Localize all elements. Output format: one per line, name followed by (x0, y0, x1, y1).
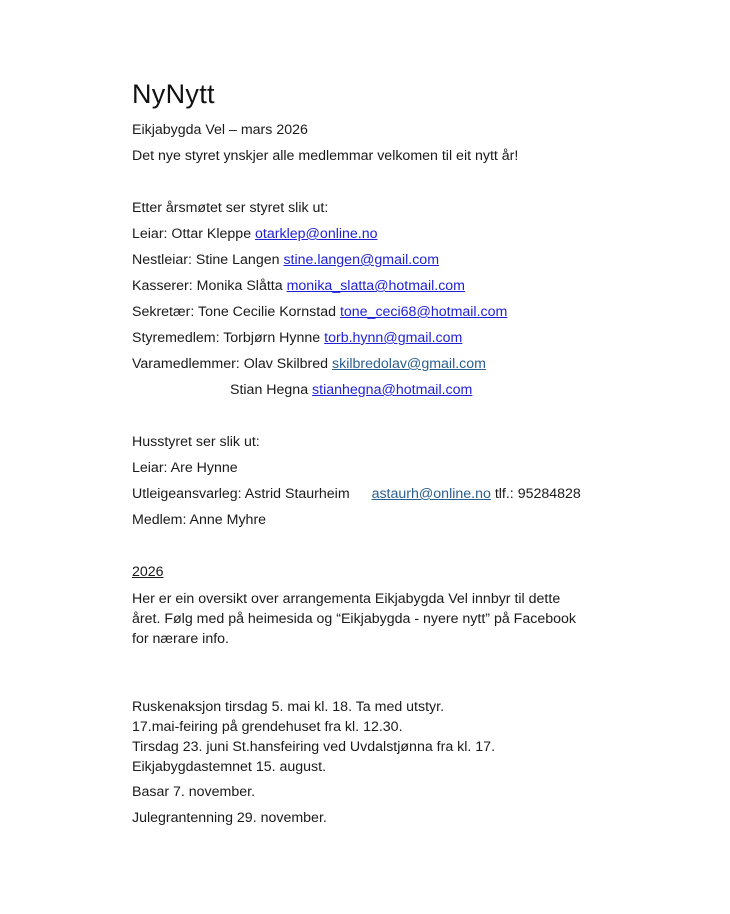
email-link[interactable]: skilbredolav@gmail.com (332, 356, 486, 372)
event-item: 17.mai-feiring på grendehuset fra kl. 12.30. (132, 719, 403, 735)
board-member (132, 329, 462, 347)
board-member-name: Styremedlem: Torbjørn Hynne (132, 330, 321, 346)
board-member (132, 225, 378, 243)
board-member-name: Varamedlemmer: Olav Skilbred (132, 356, 329, 372)
email-link[interactable]: otarklep@online.no (255, 226, 378, 242)
event-item: Tirsdag 23. juni St.hansfeiring ved Uvdalstjønna fra kl. 17. (132, 739, 496, 755)
email-link[interactable]: astaurh@online.no (371, 486, 491, 502)
email-link[interactable]: stianhegna@hotmail.com (312, 382, 473, 398)
house-intro: Husstyret ser slik ut: (132, 434, 260, 450)
house-member: Medlem: Anne Myhre (132, 512, 267, 528)
board-member-name: Sekretær: Tone Cecilie Kornstad (132, 304, 336, 320)
board-member (132, 355, 486, 373)
email-link[interactable]: monika_slatta@hotmail.com (286, 278, 465, 294)
event-item: Ruskenaksjon tirsdag 5. mai kl. 18. Ta med utstyr. (132, 699, 445, 715)
welcome-text: Det nye styret ynskjer alle medlemmar velkomen til eit nytt år! (132, 148, 519, 164)
board-member (230, 381, 472, 399)
board-member-name: Leiar: Ottar Kleppe (132, 226, 252, 242)
board-member-name: Nestleiar: Stine Langen (132, 252, 280, 268)
board-member-name: Kasserer: Monika Slåtta (132, 278, 283, 294)
event-item: Basar 7. november. (132, 784, 256, 800)
board-member-name: Stian Hegna (230, 382, 309, 398)
event-item: Eikjabygdastemnet 15. august. (132, 759, 327, 775)
year-heading: 2026 (132, 564, 164, 580)
email-link[interactable]: stine.langen@gmail.com (283, 252, 440, 268)
event-item: Julegrantenning 29. november. (132, 810, 327, 826)
rental-label: Utleigeansvarleg: Astrid Staurheim (132, 486, 350, 502)
overview-paragraph: Her er ein oversikt over arrangementa Eikjabygda Vel innbyr til dette året. Følg med på heimesida og “Eikjabygda - nyere nytt” på Facebook for nærare info. (132, 591, 576, 647)
doc-subtitle: Eikjabygda Vel – mars 2026 (132, 122, 308, 138)
board-member (132, 303, 507, 321)
email-link[interactable]: tone_ceci68@hotmail.com (339, 304, 508, 320)
house-leader: Leiar: Are Hynne (132, 460, 238, 476)
board-member (132, 251, 439, 269)
rental-contact (132, 485, 581, 503)
board-member (132, 277, 465, 295)
board-intro: Etter årsmøtet ser styret slik ut: (132, 200, 329, 216)
doc-title: NyNytt (132, 79, 215, 109)
phone-number: tlf.: 95284828 (494, 486, 581, 502)
email-link[interactable]: torb.hynn@gmail.com (324, 330, 463, 346)
